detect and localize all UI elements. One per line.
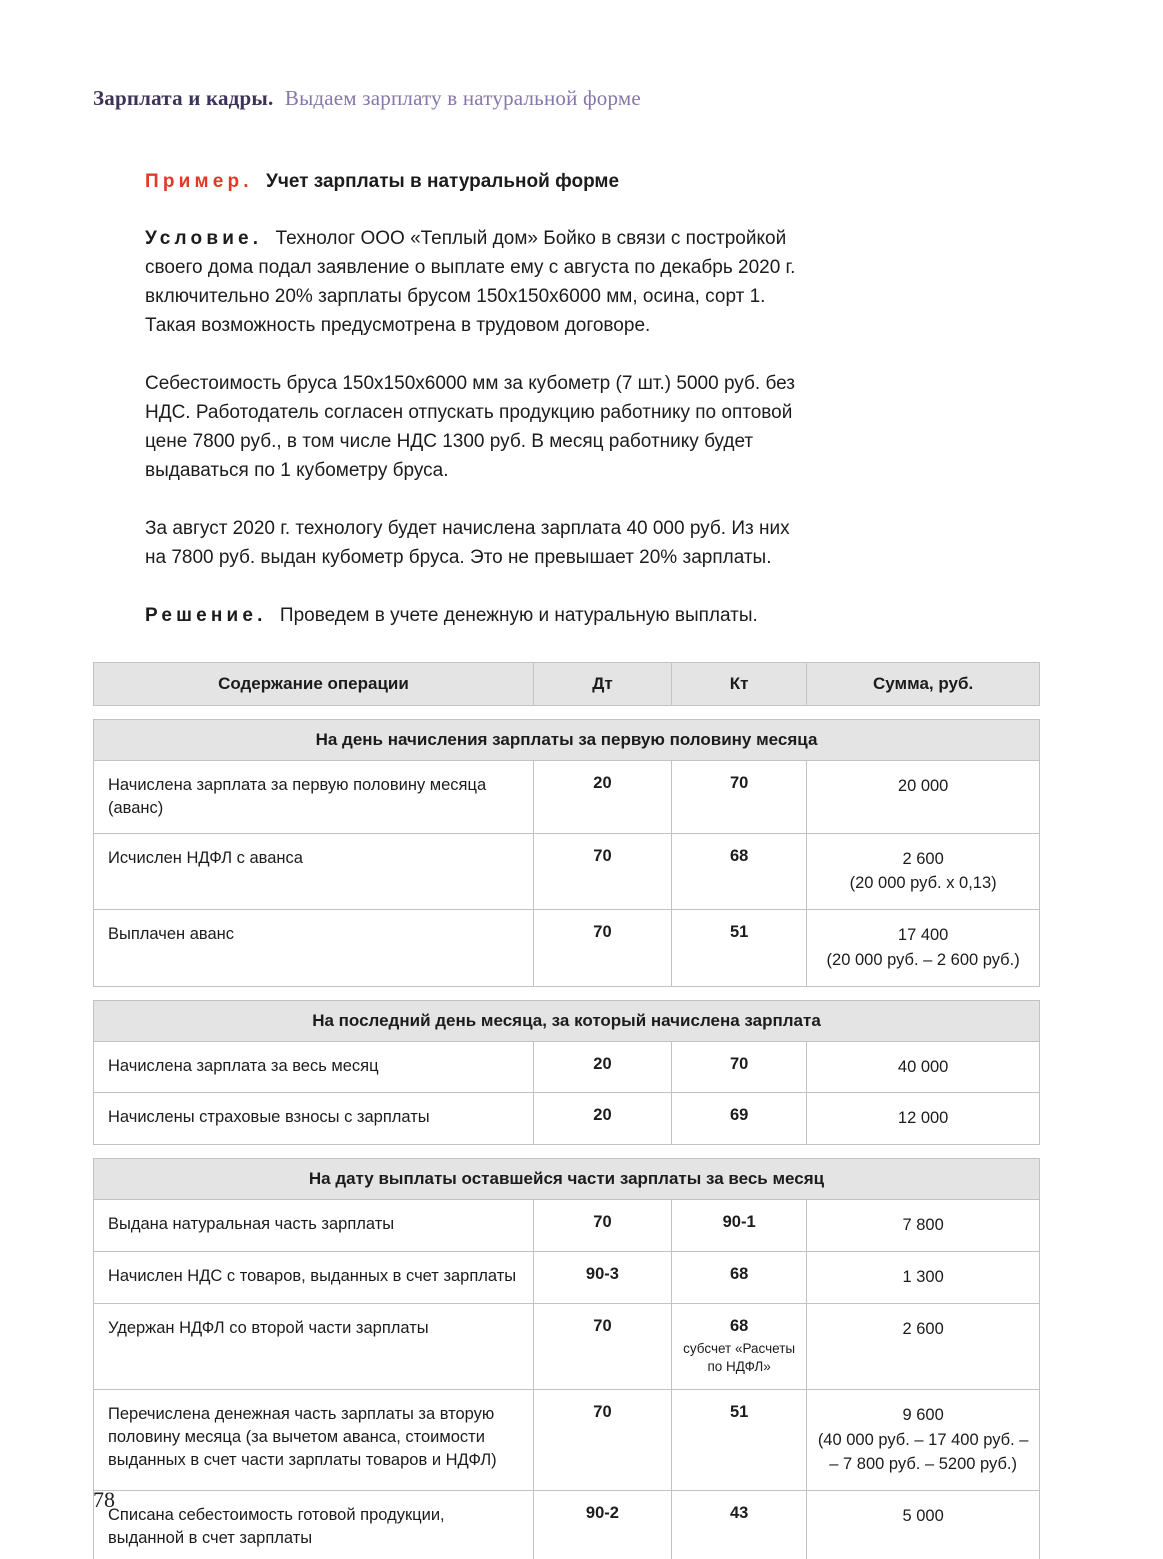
sum-line: 7 800 <box>902 1216 944 1235</box>
condition-label: Условие. <box>145 228 263 249</box>
kt-cell <box>672 1251 807 1303</box>
kt-value: 90-1 <box>722 1213 756 1232</box>
example-label: Пример. <box>145 171 253 192</box>
table-header-row <box>93 662 1040 706</box>
dt-cell: 70 <box>533 1389 671 1490</box>
sum-line: (20 000 руб. – 2 600 руб.) <box>826 950 1020 969</box>
sum-line: 17 400 <box>897 926 949 945</box>
kt-cell <box>672 910 807 987</box>
table-row <box>94 761 1040 834</box>
example-title-text: Учет зарплаты в натуральной форме <box>266 171 620 192</box>
sum-line: 2 600 <box>902 849 944 868</box>
col-header-dt: Дт <box>533 663 671 706</box>
sum-cell <box>807 1093 1040 1145</box>
kt-value: 51 <box>729 1402 749 1421</box>
condition-paragraph-3: За август 2020 г. технологу будет начислена зарплата 40 000 руб. Из них на 7800 руб. выдан кубометр бруса. Это не превышает 20% зарплаты. <box>145 518 790 568</box>
kt-value: 70 <box>729 1054 749 1073</box>
kt-cell <box>672 1200 807 1252</box>
rubric-title: Зарплата и кадры. <box>93 86 274 110</box>
table-sections <box>93 719 1040 1559</box>
sum-cell <box>807 1389 1040 1490</box>
kt-cell <box>672 1303 807 1389</box>
sum-cell <box>807 833 1040 910</box>
operation-cell: Начислен НДС с товаров, выданных в счет зарплаты <box>94 1251 534 1303</box>
article-title: Выдаем зарплату в натуральной форме <box>284 86 641 110</box>
sum-line: 1 300 <box>902 1267 944 1286</box>
kt-cell <box>672 1041 807 1093</box>
col-header-kt: Кт <box>672 663 807 706</box>
operation-cell: Исчислен НДФЛ с аванса <box>94 833 534 910</box>
solution-text: Проведем в учете денежную и натуральную выплаты. <box>279 605 758 626</box>
dt-cell: 70 <box>533 1303 671 1389</box>
col-header-sum: Сумма, руб. <box>807 663 1040 706</box>
kt-cell <box>672 761 807 834</box>
solution-paragraph <box>145 601 797 630</box>
table-row <box>94 910 1040 987</box>
dt-cell: 20 <box>533 761 671 834</box>
table-row <box>94 1251 1040 1303</box>
kt-value: 70 <box>729 774 749 792</box>
kt-value: 68 <box>729 846 749 865</box>
sum-line: 2 600 <box>902 1319 944 1338</box>
condition-paragraph-1 <box>145 224 797 340</box>
kt-value: 68 <box>729 1264 749 1283</box>
sum-line: (20 000 руб. х 0,13) <box>849 874 997 893</box>
table-row <box>94 1200 1040 1252</box>
table-section-3 <box>93 1158 1040 1559</box>
table-row <box>94 1491 1040 1559</box>
dt-cell: 90-3 <box>533 1251 671 1303</box>
sum-line: 9 600 <box>902 1405 944 1424</box>
sum-cell <box>807 910 1040 987</box>
accounting-table <box>93 662 1040 1559</box>
section-title: На дату выплаты оставшейся части зарплаты за весь месяц <box>94 1159 1040 1200</box>
kt-value: 68 <box>729 1316 749 1335</box>
table-row <box>94 1303 1040 1389</box>
solution-label: Решение. <box>145 605 267 626</box>
kt-cell <box>672 1491 807 1559</box>
operation-cell: Удержан НДФЛ со второй части зарплаты <box>94 1303 534 1389</box>
header-row <box>94 663 1040 706</box>
table-section-1 <box>93 719 1040 987</box>
sum-cell <box>807 1491 1040 1559</box>
operation-cell: Начислена зарплата за первую половину месяца (аванс) <box>94 761 534 834</box>
operation-cell: Начислена зарплата за весь месяц <box>94 1041 534 1093</box>
example-heading <box>145 167 797 196</box>
section-title: На последний день месяца, за который начислена зарплата <box>94 1000 1040 1041</box>
kt-value: 51 <box>729 923 749 942</box>
dt-cell: 70 <box>533 833 671 910</box>
sum-line: 5 000 <box>902 1507 944 1526</box>
sum-cell <box>807 1251 1040 1303</box>
col-header-operation: Содержание операции <box>94 663 534 706</box>
dt-cell: 20 <box>533 1041 671 1093</box>
table-row <box>94 1093 1040 1145</box>
kt-subaccount-note: субсчет «Расчеты по НДФЛ» <box>683 1340 796 1374</box>
operation-cell: Перечислена денежная часть зарплаты за вторую половину месяца (за вычетом аванса, стоимости выданных в счет части зарплаты товаров и НДФЛ) <box>94 1389 534 1490</box>
condition-text-1: Технолог ООО «Теплый дом» Бойко в связи с постройкой своего дома подал заявление о выплате ему с августа по декабрь 2020 г. включительно 20% зарплаты брусом 150х150х6000 мм, осина, сорт 1. Такая возможность предусмотрена в трудовом договоре. <box>145 228 796 336</box>
sum-cell <box>807 761 1040 834</box>
example-block <box>145 167 797 630</box>
dt-cell: 20 <box>533 1093 671 1145</box>
dt-cell: 70 <box>533 1200 671 1252</box>
operation-cell: Выдана натуральная часть зарплаты <box>94 1200 534 1252</box>
sum-cell <box>807 1303 1040 1389</box>
table-row <box>94 1041 1040 1093</box>
kt-cell <box>672 1389 807 1490</box>
operation-cell: Начислены страховые взносы с зарплаты <box>94 1093 534 1145</box>
sum-cell <box>807 1200 1040 1252</box>
dt-cell: 70 <box>533 910 671 987</box>
dt-cell: 90-2 <box>533 1491 671 1559</box>
sum-cell <box>807 1041 1040 1093</box>
page-header <box>93 86 1163 111</box>
table-row <box>94 1389 1040 1490</box>
table-row <box>94 833 1040 910</box>
section-title-row <box>94 1159 1040 1200</box>
kt-value: 43 <box>729 1504 749 1523</box>
condition-paragraph-2: Себестоимость бруса 150х150х6000 мм за кубометр (7 шт.) 5000 руб. без НДС. Работодатель согласен отпускать продукцию работнику по оптовой цене 7800 руб., в том числе НДС 1300 руб. В месяц работнику будет выдаваться по 1 кубометру бруса. <box>145 373 795 481</box>
sum-line: 20 000 <box>897 777 949 795</box>
section-title: На день начисления зарплаты за первую половину месяца <box>94 720 1040 761</box>
section-title-row <box>94 720 1040 761</box>
kt-value: 69 <box>729 1106 749 1125</box>
operation-cell: Списана себестоимость готовой продукции, выданной в счет зарплаты <box>94 1491 534 1559</box>
section-title-row <box>94 1000 1040 1041</box>
sum-line: 12 000 <box>897 1109 949 1128</box>
operation-cell: Выплачен аванс <box>94 910 534 987</box>
sum-line: (40 000 руб. – 17 400 руб. – <box>817 1430 1029 1449</box>
sum-line: – 7 800 руб. – 5200 руб.) <box>829 1455 1017 1474</box>
page-number: 78 <box>93 1487 115 1512</box>
kt-cell <box>672 1093 807 1145</box>
kt-cell <box>672 833 807 910</box>
table-section-2 <box>93 1000 1040 1146</box>
sum-line: 40 000 <box>897 1057 949 1076</box>
